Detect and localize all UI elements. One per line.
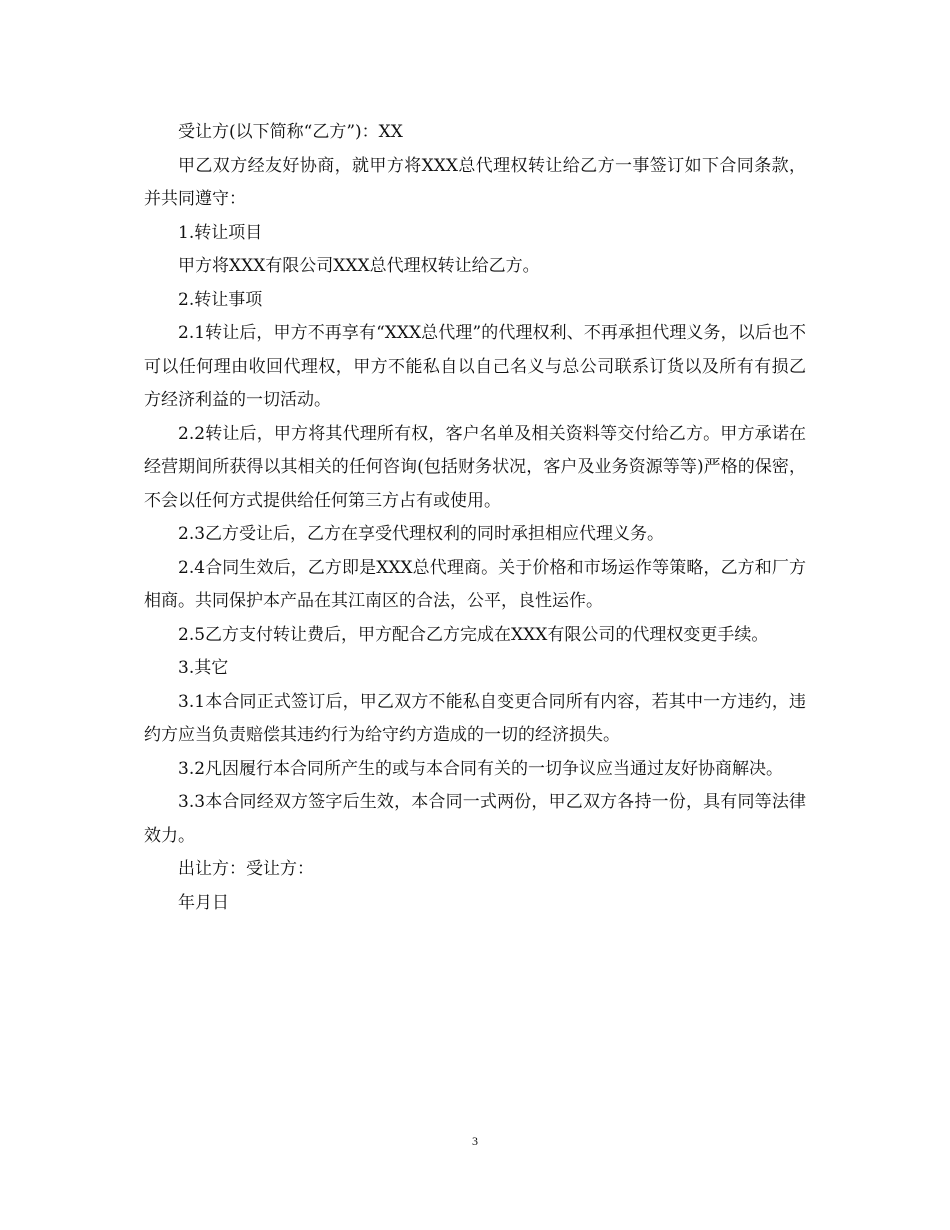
date-line: 年月日 bbox=[178, 892, 229, 913]
paragraph-transfer-item: 甲方将XXX有限公司XXX总代理权转让给乙方。 bbox=[178, 256, 540, 276]
clause-3-1: 3.1本合同正式签订后，甲乙双方不能私自变更合同所有内容，若其中一方违约，违约方应当负责赔偿其违约行为给守约方造成的一切的经济损失。 bbox=[144, 691, 806, 745]
clause-2-3: 2.3乙方受让后，乙方在享受代理权利的同时承担相应代理义务。 bbox=[178, 524, 665, 544]
section-heading-1: 1.转让项目 bbox=[178, 222, 263, 243]
clause-3-2: 3.2凡因履行本合同所产生的或与本合同有关的一切争议应当通过友好协商解决。 bbox=[178, 758, 784, 779]
section-heading-3: 3.其它 bbox=[178, 658, 229, 678]
page-number: 3 bbox=[472, 1134, 478, 1148]
contract-body bbox=[144, 116, 806, 920]
clause-3-3: 3.3本合同经双方签字后生效，本合同一式两份，甲乙双方各持一份，具有同等法律效力。 bbox=[144, 792, 806, 846]
clause-2-1: 2.1转让后，甲方不再享有“XXX总代理”的代理权利、不再承担代理义务，以后也不可以任何理由收回代理权，甲方不能私自以自己名义与总公司联系订货以及所有有损乙方经济利益的一切活动。 bbox=[144, 323, 806, 410]
paragraph-preamble: 甲乙双方经友好协商，就甲方将XXX总代理权转让给乙方一事签订如下合同条款，并共同遵守： bbox=[144, 155, 806, 209]
section-heading-2: 2.转让事项 bbox=[178, 289, 263, 310]
clause-2-2: 2.2转让后，甲方将其代理所有权，客户名单及相关资料等交付给乙方。甲方承诺在经营期间所获得以其相关的任何咨询(包括财务状况，客户及业务资源等等)严格的保密，不会以任何方式提供给任何第三方占有或使用。 bbox=[144, 423, 806, 511]
signature-line: 出让方：受让方： bbox=[178, 859, 314, 879]
clause-2-4: 2.4合同生效后，乙方即是XXX总代理商。关于价格和市场运作等策略，乙方和厂方相商。共同保护本产品在其江南区的合法，公平，良性运作。 bbox=[144, 557, 806, 611]
paragraph-assignee: 受让方(以下简称“乙方”)：XX bbox=[178, 122, 403, 142]
clause-2-5: 2.5乙方支付转让费后，甲方配合乙方完成在XXX有限公司的代理权变更手续。 bbox=[178, 624, 769, 645]
